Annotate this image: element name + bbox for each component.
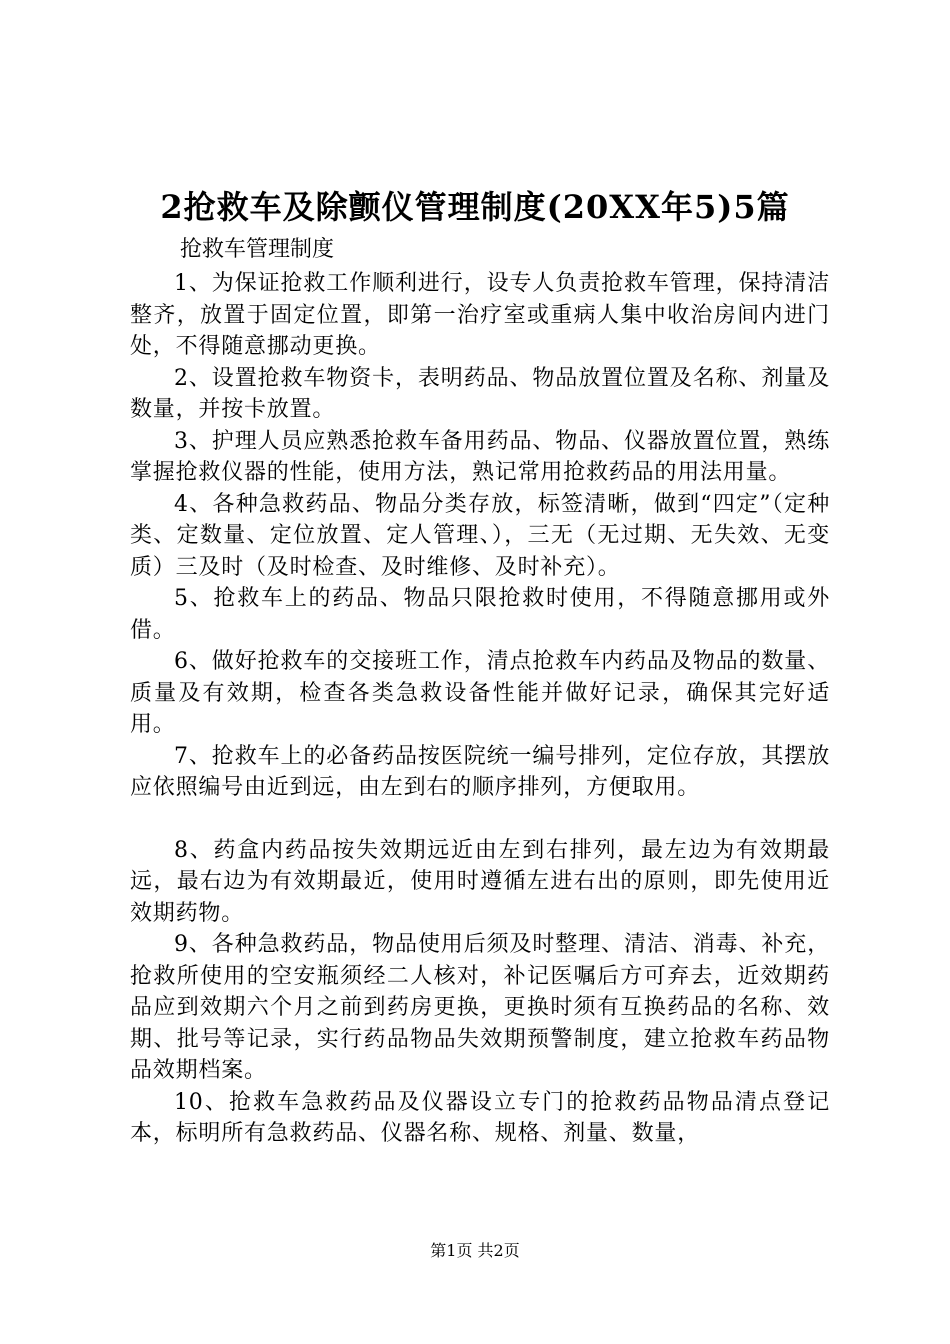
page-footer: 第1页 共2页 xyxy=(430,1241,520,1260)
paragraph: 9、各种急救药品，物品使用后须及时整理、清洁、消毒、补充，抢救所使用的空安瓶须经二人核对，补记医嘱后方可弃去，近效期药品应到效期六个月之前到药房更换，更换时须有互换药品的名称、效期、批号等记录，实行药品物品失效期预警制度，建立抢救车药品物品效期档案。 xyxy=(130,932,830,1083)
paragraph: 2、设置抢救车物资卡，表明药品、物品放置位置及名称、剂量及数量，并按卡放置。 xyxy=(130,365,830,422)
paragraph: 3、护理人员应熟悉抢救车备用药品、物品、仪器放置位置，熟练掌握抢救仪器的性能，使用方法，熟记常用抢救药品的用法用量。 xyxy=(130,428,830,485)
paragraph: 4、各种急救药品、物品分类存放，标签清晰，做到“四定”（定种类、定数量、定位放置、定人管理、），三无（无过期、无失效、无变质）三及时（及时检查、及时维修、及时补充）。 xyxy=(130,491,830,580)
paragraph: 10、抢救车急救药品及仪器设立专门的抢救药品物品清点登记本，标明所有急救药品、仪器名称、规格、剂量、数量， xyxy=(130,1089,830,1146)
paragraph: 1、为保证抢救工作顺利进行，设专人负责抢救车管理，保持清洁整齐，放置于固定位置，即第一治疗室或重病人集中收治房间内进门处，不得随意挪动更换。 xyxy=(130,271,830,359)
paragraph: 7、抢救车上的必备药品按医院统一编号排列，定位存放，其摆放应依照编号由近到远，由左到右的顺序排列，方便取用。 xyxy=(130,743,830,800)
paragraph: 5、抢救车上的药品、物品只限抢救时使用，不得随意挪用或外借。 xyxy=(130,586,830,643)
document-body xyxy=(130,268,830,1150)
section-heading: 抢救车管理制度 xyxy=(180,237,335,262)
paragraph: 8、药盒内药品按失效期远近由左到右排列，最左边为有效期最远，最右边为有效期最近，使用时遵循左进右出的原则，即先使用近效期药物。 xyxy=(130,837,830,926)
paragraph: 6、做好抢救车的交接班工作，清点抢救车内药品及物品的数量、质量及有效期，检查各类急救设备性能并做好记录，确保其完好适用。 xyxy=(130,649,830,737)
document-title: 2抢救车及除颤仪管理制度(20XX年5)5篇 xyxy=(160,188,790,226)
